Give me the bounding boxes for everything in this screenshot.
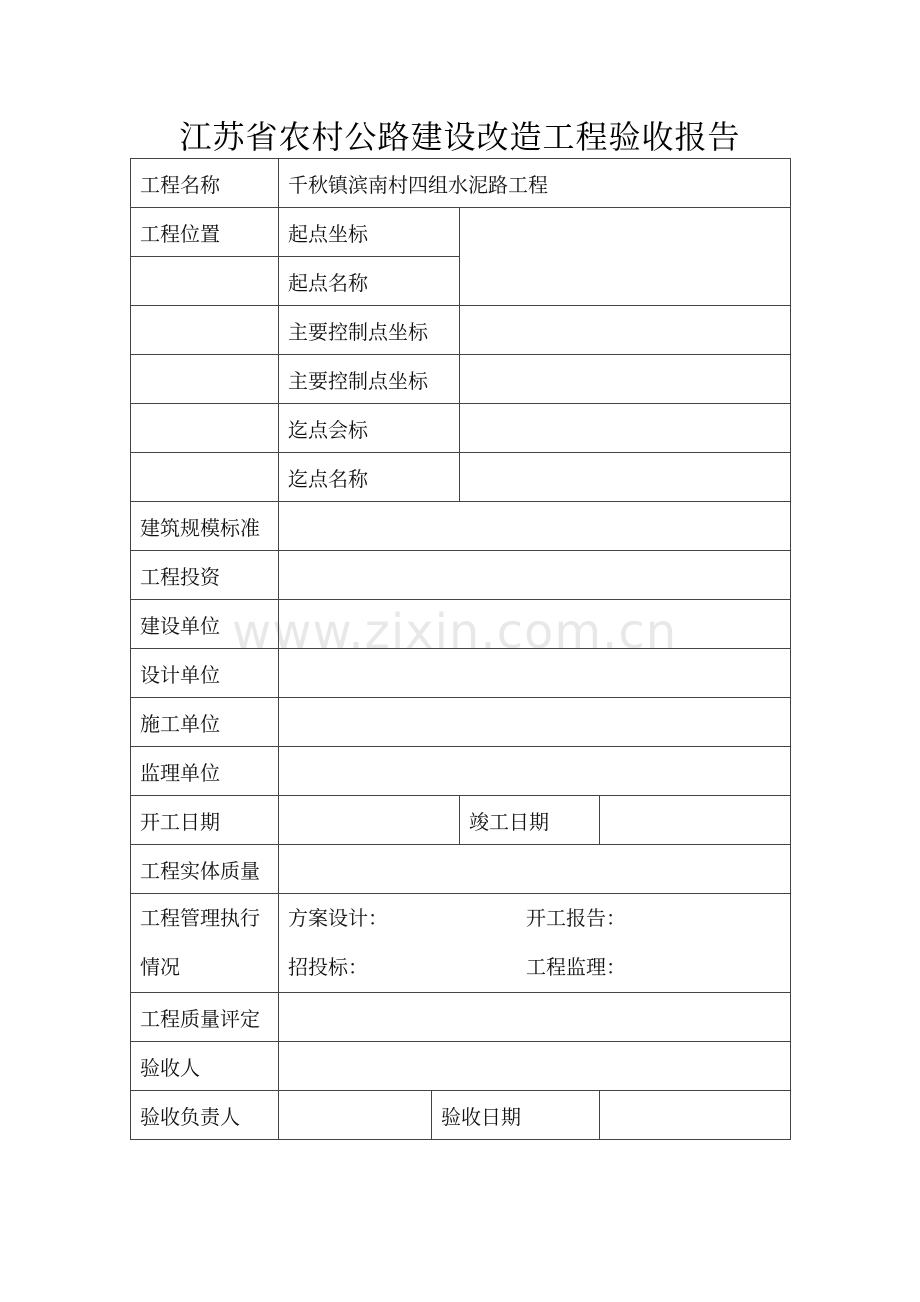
value-cell	[279, 993, 791, 1042]
table-row	[131, 993, 791, 1042]
value-cell	[279, 796, 460, 845]
table-row	[131, 159, 791, 208]
table-row	[131, 306, 791, 355]
value-cell	[600, 1091, 791, 1140]
acceptor-label: 验收人	[131, 1042, 279, 1091]
table-row	[131, 453, 791, 502]
completion-date-label: 竣工日期	[460, 796, 600, 845]
acceptance-report-table	[130, 158, 791, 1140]
management-line	[288, 894, 781, 943]
table-row	[131, 355, 791, 404]
value-cell	[279, 698, 791, 747]
acceptance-date-label: 验收日期	[432, 1091, 600, 1140]
value-cell	[279, 1091, 432, 1140]
management-line	[288, 943, 781, 992]
investment-label: 工程投资	[131, 551, 279, 600]
end-name-label: 迄点名称	[279, 453, 460, 502]
value-cell	[600, 796, 791, 845]
start-date-label: 开工日期	[131, 796, 279, 845]
table-row	[131, 747, 791, 796]
eng-supervision-label: 工程监理：	[526, 955, 626, 979]
value-cell	[279, 1042, 791, 1091]
table-row	[131, 600, 791, 649]
watermark: www.zixin.com.cn	[232, 604, 678, 660]
entity-quality-label: 工程实体质量	[131, 845, 279, 894]
control-coord-label: 主要控制点坐标	[279, 355, 460, 404]
table-row	[131, 1042, 791, 1091]
value-cell	[460, 404, 791, 453]
end-coord-label: 迄点会标	[279, 404, 460, 453]
value-cell	[460, 453, 791, 502]
contractor-label: 施工单位	[131, 698, 279, 747]
location-label: 工程位置	[131, 208, 279, 257]
table-row	[131, 698, 791, 747]
table-row	[131, 894, 791, 993]
value-cell	[279, 649, 791, 698]
start-value-cell	[460, 208, 791, 306]
empty-cell	[131, 404, 279, 453]
start-report-label: 开工报告：	[526, 906, 626, 930]
scale-standard-label: 建筑规模标准	[131, 502, 279, 551]
empty-cell	[131, 355, 279, 404]
control-coord-label: 主要控制点坐标	[279, 306, 460, 355]
table-row	[131, 404, 791, 453]
project-name-value: 千秋镇滨南村四组水泥路工程	[279, 159, 791, 208]
acceptance-lead-label: 验收负责人	[131, 1091, 279, 1140]
value-cell	[279, 747, 791, 796]
value-cell	[279, 600, 791, 649]
table-row	[131, 208, 791, 257]
supervisor-label: 监理单位	[131, 747, 279, 796]
empty-cell	[131, 306, 279, 355]
page-title: 江苏省农村公路建设改造工程验收报告	[179, 118, 741, 156]
value-cell	[460, 355, 791, 404]
quality-assessment-label: 工程质量评定	[131, 993, 279, 1042]
table-row	[131, 649, 791, 698]
value-cell	[279, 845, 791, 894]
table-row	[131, 551, 791, 600]
management-label: 工程管理执行情况	[131, 894, 279, 993]
designer-label: 设计单位	[131, 649, 279, 698]
table-row	[131, 1091, 791, 1140]
table-row	[131, 845, 791, 894]
empty-cell	[131, 453, 279, 502]
project-name-label: 工程名称	[131, 159, 279, 208]
table-row	[131, 502, 791, 551]
bidding-label: 招投标：	[288, 955, 368, 979]
value-cell	[460, 306, 791, 355]
value-cell	[279, 502, 791, 551]
management-detail-cell	[279, 894, 791, 993]
start-name-label: 起点名称	[279, 257, 460, 306]
value-cell	[279, 551, 791, 600]
plan-design-label: 方案设计：	[288, 906, 388, 930]
table-row	[131, 796, 791, 845]
empty-cell	[131, 257, 279, 306]
builder-label: 建设单位	[131, 600, 279, 649]
start-coord-label: 起点坐标	[279, 208, 460, 257]
